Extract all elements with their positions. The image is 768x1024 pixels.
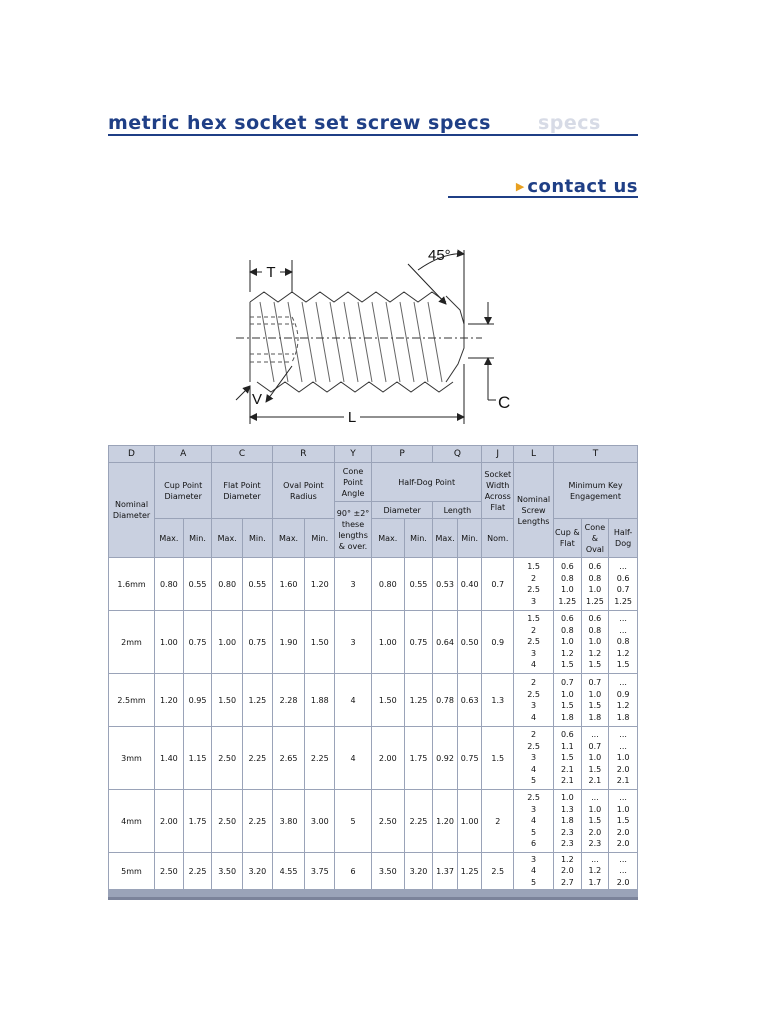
cell-q-max: 0.64	[433, 611, 457, 673]
cell-cup	[554, 727, 581, 789]
contact-us-label: contact us	[527, 175, 638, 197]
dog-value: 0.9	[616, 689, 630, 699]
cone-value: ...	[591, 793, 599, 803]
c-label: C	[498, 393, 511, 412]
cell-cup	[554, 558, 581, 610]
specs-table-container	[108, 445, 638, 900]
angle-label: 45°	[428, 247, 451, 264]
triangle-right-icon: ▶	[515, 179, 525, 193]
cell-q-min: 1.00	[458, 790, 482, 852]
header-min-key: Minimum Key Engagement	[554, 463, 637, 518]
lengths-value: 2.5	[527, 689, 540, 699]
header-cone-point: Cone Point Angle	[335, 463, 371, 501]
cup-value: 1.5	[560, 660, 574, 670]
cell-p-min: 2.25	[405, 790, 433, 852]
lengths-value: 2.5	[527, 741, 540, 751]
contact-us-link[interactable]	[448, 176, 638, 198]
dog-value: 2.0	[616, 877, 630, 887]
cell-r-max: 4.55	[273, 853, 305, 889]
header-nominal-diameter: Nominal Diameter	[109, 463, 154, 557]
dog-value: ...	[619, 741, 627, 751]
header-max: Max.	[433, 519, 457, 557]
table-row	[109, 727, 637, 789]
cone-value: ...	[591, 854, 599, 864]
cell-r-max: 2.28	[273, 674, 305, 726]
lengths-value: 4	[531, 712, 537, 722]
cone-value: 0.6	[588, 614, 602, 624]
cell-r-min: 1.50	[305, 611, 334, 673]
cell-c-min: 2.25	[243, 727, 272, 789]
cell-j: 0.7	[482, 558, 513, 610]
lengths-value: 3	[531, 701, 537, 710]
cell-p-max: 3.50	[372, 853, 404, 889]
cell-j: 2.5	[482, 853, 513, 889]
cup-value: 1.0	[560, 585, 574, 594]
cell-y: 3	[335, 611, 371, 673]
header-letter: J	[482, 446, 513, 462]
lengths-value: 3	[531, 648, 537, 658]
cell-lengths	[514, 558, 553, 610]
cell-lengths	[514, 790, 553, 852]
cup-value: 0.6	[560, 614, 574, 624]
cone-value: 1.7	[588, 877, 602, 887]
dog-value: ...	[619, 678, 627, 687]
cup-value: 1.0	[560, 689, 574, 699]
lengths-value: 3	[531, 596, 537, 606]
table-row	[109, 853, 637, 889]
cell-q-max: 1.37	[433, 853, 457, 889]
lengths-value: 4	[531, 764, 537, 774]
cell-d: 1.6mm	[109, 558, 154, 610]
cone-value: 1.0	[588, 637, 602, 647]
lengths-value: 3	[531, 753, 537, 763]
lengths-value: 5	[531, 776, 537, 786]
dog-value: 0.8	[616, 637, 630, 647]
header-letter: D	[109, 446, 154, 462]
lengths-value: 5	[531, 877, 537, 887]
cell-c-max: 2.50	[212, 727, 242, 789]
cell-cone	[582, 790, 609, 852]
cell-r-max: 2.65	[273, 727, 305, 789]
header-letter: R	[273, 446, 334, 462]
cup-value: 2.3	[560, 839, 574, 849]
cell-a-max: 1.00	[155, 611, 183, 673]
cell-d: 4mm	[109, 790, 154, 852]
cup-value: 2.0	[560, 866, 574, 876]
cell-a-min: 1.15	[184, 727, 212, 789]
dog-value: ...	[619, 614, 627, 624]
cone-value: 0.7	[588, 741, 602, 751]
cell-a-max: 1.40	[155, 727, 183, 789]
header-cup-flat: Cup & Flat	[554, 519, 581, 557]
cell-p-min: 0.55	[405, 558, 433, 610]
cell-c-max: 1.50	[212, 674, 242, 726]
cell-cup	[554, 853, 581, 889]
cell-d: 3mm	[109, 727, 154, 789]
cone-value: 1.0	[588, 585, 602, 594]
cone-value: 0.8	[588, 625, 602, 635]
t-label: T	[266, 264, 276, 281]
header-letter: Q	[433, 446, 481, 462]
cell-lengths	[514, 727, 553, 789]
cell-y: 5	[335, 790, 371, 852]
header-letter: A	[155, 446, 211, 462]
cell-lengths	[514, 853, 553, 889]
dog-value: 1.2	[616, 648, 630, 658]
cell-c-min: 2.25	[243, 790, 272, 852]
cone-value: 2.0	[588, 827, 602, 837]
cell-a-min: 1.75	[184, 790, 212, 852]
header-min: Min.	[405, 519, 433, 557]
header-max: Max.	[372, 519, 404, 557]
bottom-thread	[257, 382, 453, 392]
header-min: Min.	[305, 519, 334, 557]
header-max: Max.	[155, 519, 183, 557]
dog-value: 2.0	[616, 839, 630, 849]
lengths-value: 2	[531, 678, 537, 687]
dog-value: 2.0	[616, 764, 630, 774]
cell-a-max: 2.50	[155, 853, 183, 889]
cell-c-min: 1.25	[243, 674, 272, 726]
cup-value: 0.6	[560, 730, 574, 740]
cell-r-min: 3.75	[305, 853, 334, 889]
header-max: Max.	[212, 519, 242, 557]
cell-p-max: 1.00	[372, 611, 404, 673]
header-nom: Nom.	[482, 519, 513, 557]
header-min: Min.	[458, 519, 482, 557]
screw-body	[250, 292, 464, 392]
thread-roots	[260, 302, 442, 382]
cell-lengths	[514, 674, 553, 726]
cell-p-max: 2.00	[372, 727, 404, 789]
header-half-dog-diameter: Diameter	[372, 502, 432, 518]
cell-r-max: 3.80	[273, 790, 305, 852]
lengths-value: 6	[531, 839, 537, 849]
cell-a-max: 0.80	[155, 558, 183, 610]
cell-y: 6	[335, 853, 371, 889]
cell-j: 1.5	[482, 727, 513, 789]
dog-value: 0.7	[616, 585, 630, 594]
cone-value: 1.5	[588, 764, 602, 774]
cup-value: 1.5	[560, 753, 574, 763]
cup-value: 0.6	[560, 562, 574, 571]
dog-value: ...	[619, 562, 627, 571]
cell-q-max: 1.20	[433, 790, 457, 852]
cell-cup	[554, 674, 581, 726]
table-row	[109, 790, 637, 852]
lengths-value: 5	[531, 827, 537, 837]
cell-dog	[609, 558, 637, 610]
table-row	[109, 558, 637, 610]
cell-j: 0.9	[482, 611, 513, 673]
dog-value: 1.0	[616, 804, 630, 814]
cell-dog	[609, 611, 637, 673]
dog-value: ...	[619, 625, 627, 635]
cell-q-min: 0.63	[458, 674, 482, 726]
cell-a-min: 0.55	[184, 558, 212, 610]
cell-q-max: 0.53	[433, 558, 457, 610]
cell-y: 4	[335, 727, 371, 789]
dog-value: ...	[619, 854, 627, 864]
header-flat-point: Flat Point Diameter	[212, 463, 271, 518]
cup-value: 0.8	[560, 625, 574, 635]
cone-value: 1.5	[588, 660, 602, 670]
cell-q-max: 0.92	[433, 727, 457, 789]
cell-c-max: 1.00	[212, 611, 242, 673]
cell-q-min: 0.40	[458, 558, 482, 610]
cell-a-min: 0.95	[184, 674, 212, 726]
cell-c-min: 3.20	[243, 853, 272, 889]
l-label: L	[347, 409, 357, 426]
dog-value: 2.0	[616, 827, 630, 837]
cell-cone	[582, 727, 609, 789]
cell-p-max: 0.80	[372, 558, 404, 610]
header-half-dog: Half-Dog Point	[372, 463, 481, 501]
lengths-value: 4	[531, 816, 537, 826]
cell-y: 3	[335, 558, 371, 610]
cone-value: 2.3	[588, 839, 602, 849]
cup-value: 0.8	[560, 573, 574, 583]
top-thread	[250, 292, 446, 302]
cell-r-min: 2.25	[305, 727, 334, 789]
cup-value: 1.8	[560, 816, 574, 826]
cell-d: 2mm	[109, 611, 154, 673]
cell-a-max: 2.00	[155, 790, 183, 852]
page-title	[108, 112, 638, 136]
title-text: metric hex socket set screw specs	[108, 112, 491, 134]
cell-p-min: 3.20	[405, 853, 433, 889]
cell-p-min: 1.75	[405, 727, 433, 789]
header-letter: L	[514, 446, 553, 462]
cone-value: ...	[591, 730, 599, 740]
cell-d: 5mm	[109, 853, 154, 889]
cone-value: 1.0	[588, 753, 602, 763]
cup-value: 2.1	[560, 764, 574, 774]
table-row	[109, 611, 637, 673]
cup-value: 1.3	[560, 804, 574, 814]
cup-value: 1.0	[560, 637, 574, 647]
cell-q-max: 0.78	[433, 674, 457, 726]
dog-value: 1.2	[616, 701, 630, 710]
dog-value: 1.5	[616, 816, 630, 826]
cup-value: 1.1	[560, 741, 574, 751]
cone-value: 1.25	[586, 596, 604, 606]
header-letter: Y	[335, 446, 371, 462]
cell-cup	[554, 611, 581, 673]
cell-c-max: 0.80	[212, 558, 242, 610]
header-half-dog-short: Half-Dog	[609, 519, 637, 557]
header-nominal-lengths: Nominal Screw Lengths	[514, 463, 553, 557]
cell-r-max: 1.60	[273, 558, 305, 610]
header-letter: P	[372, 446, 432, 462]
header-min: Min.	[243, 519, 272, 557]
dog-value: ...	[619, 793, 627, 803]
cup-value: 1.8	[560, 712, 574, 722]
cell-r-min: 1.88	[305, 674, 334, 726]
cone-value: 0.6	[588, 562, 602, 571]
cell-a-max: 1.20	[155, 674, 183, 726]
cell-dog	[609, 853, 637, 889]
header-letter: C	[212, 446, 271, 462]
header-max: Max.	[273, 519, 305, 557]
lengths-value: 2	[531, 573, 537, 583]
cell-c-min: 0.55	[243, 558, 272, 610]
cup-value: 1.2	[560, 854, 574, 864]
lengths-value: 2	[531, 730, 537, 740]
header-half-dog-length: Length	[433, 502, 481, 518]
specs-table	[108, 445, 638, 890]
dog-value: ...	[619, 730, 627, 740]
header-min: Min.	[184, 519, 212, 557]
set-screw-diagram	[232, 240, 522, 430]
header-socket-width: Socket Width Across Flat	[482, 463, 513, 518]
cone-value: 1.2	[588, 648, 602, 658]
cup-value: 2.3	[560, 827, 574, 837]
dog-value: 1.25	[614, 596, 633, 606]
cell-r-min: 1.20	[305, 558, 334, 610]
cup-value: 1.25	[558, 596, 577, 606]
cell-q-min: 0.50	[458, 611, 482, 673]
letter-header-row	[109, 446, 637, 462]
cup-value: 1.2	[560, 648, 574, 658]
v-label: V	[252, 391, 263, 408]
lengths-value: 2.5	[527, 585, 540, 594]
dog-value: 1.8	[616, 712, 630, 722]
lengths-value: 3	[531, 804, 537, 814]
cup-value: 2.7	[560, 877, 574, 887]
lengths-value: 3	[531, 854, 537, 864]
cell-a-min: 2.25	[184, 853, 212, 889]
cell-cup	[554, 790, 581, 852]
cone-value: 1.5	[588, 816, 602, 826]
cell-c-max: 2.50	[212, 790, 242, 852]
header-cone-sub: 90° ±2° these lengths & over.	[335, 502, 371, 557]
cell-lengths	[514, 611, 553, 673]
cell-j: 1.3	[482, 674, 513, 726]
lengths-value: 1.5	[527, 562, 540, 571]
header-cup-point: Cup Point Diameter	[155, 463, 211, 518]
dog-value: ...	[619, 866, 627, 876]
cell-p-min: 0.75	[405, 611, 433, 673]
cell-q-min: 1.25	[458, 853, 482, 889]
dog-value: 0.6	[616, 573, 630, 583]
lengths-value: 4	[531, 660, 537, 670]
cell-r-max: 1.90	[273, 611, 305, 673]
header-letter: T	[554, 446, 637, 462]
cone-value: 0.8	[588, 573, 602, 583]
cell-d: 2.5mm	[109, 674, 154, 726]
dog-value: 1.5	[616, 660, 630, 670]
lengths-value: 4	[531, 866, 537, 876]
cell-j: 2	[482, 790, 513, 852]
cone-value: 1.0	[588, 689, 602, 699]
cell-dog	[609, 674, 637, 726]
cone-value: 1.8	[588, 712, 602, 722]
cell-cone	[582, 558, 609, 610]
table-row	[109, 674, 637, 726]
dog-value: 2.1	[616, 776, 630, 786]
cell-q-min: 0.75	[458, 727, 482, 789]
cup-value: 0.7	[560, 678, 574, 687]
cone-value: 1.0	[588, 804, 602, 814]
cell-p-min: 1.25	[405, 674, 433, 726]
title-ghost-text: specs	[538, 112, 601, 134]
cell-c-max: 3.50	[212, 853, 242, 889]
cell-dog	[609, 790, 637, 852]
cup-value: 1.5	[560, 701, 574, 710]
cone-value: 1.2	[588, 866, 602, 876]
cell-a-min: 0.75	[184, 611, 212, 673]
cell-cone	[582, 611, 609, 673]
cell-c-min: 0.75	[243, 611, 272, 673]
lengths-value: 2.5	[527, 793, 540, 803]
cone-value: 2.1	[588, 776, 602, 786]
cone-value: 1.5	[588, 701, 602, 710]
cell-y: 4	[335, 674, 371, 726]
cell-dog	[609, 727, 637, 789]
dog-value: 1.0	[616, 753, 630, 763]
header-cone-oval: Cone & Oval	[582, 519, 609, 557]
header-oval-point: Oval Point Radius	[273, 463, 334, 518]
cell-cone	[582, 674, 609, 726]
cell-cone	[582, 853, 609, 889]
cell-r-min: 3.00	[305, 790, 334, 852]
lengths-value: 1.5	[527, 614, 540, 624]
cup-value: 2.1	[560, 776, 574, 786]
cup-value: 1.0	[560, 793, 574, 803]
cell-p-max: 1.50	[372, 674, 404, 726]
cell-p-max: 2.50	[372, 790, 404, 852]
cone-value: 0.7	[588, 678, 602, 687]
lengths-value: 2.5	[527, 637, 540, 647]
lengths-value: 2	[531, 625, 537, 635]
